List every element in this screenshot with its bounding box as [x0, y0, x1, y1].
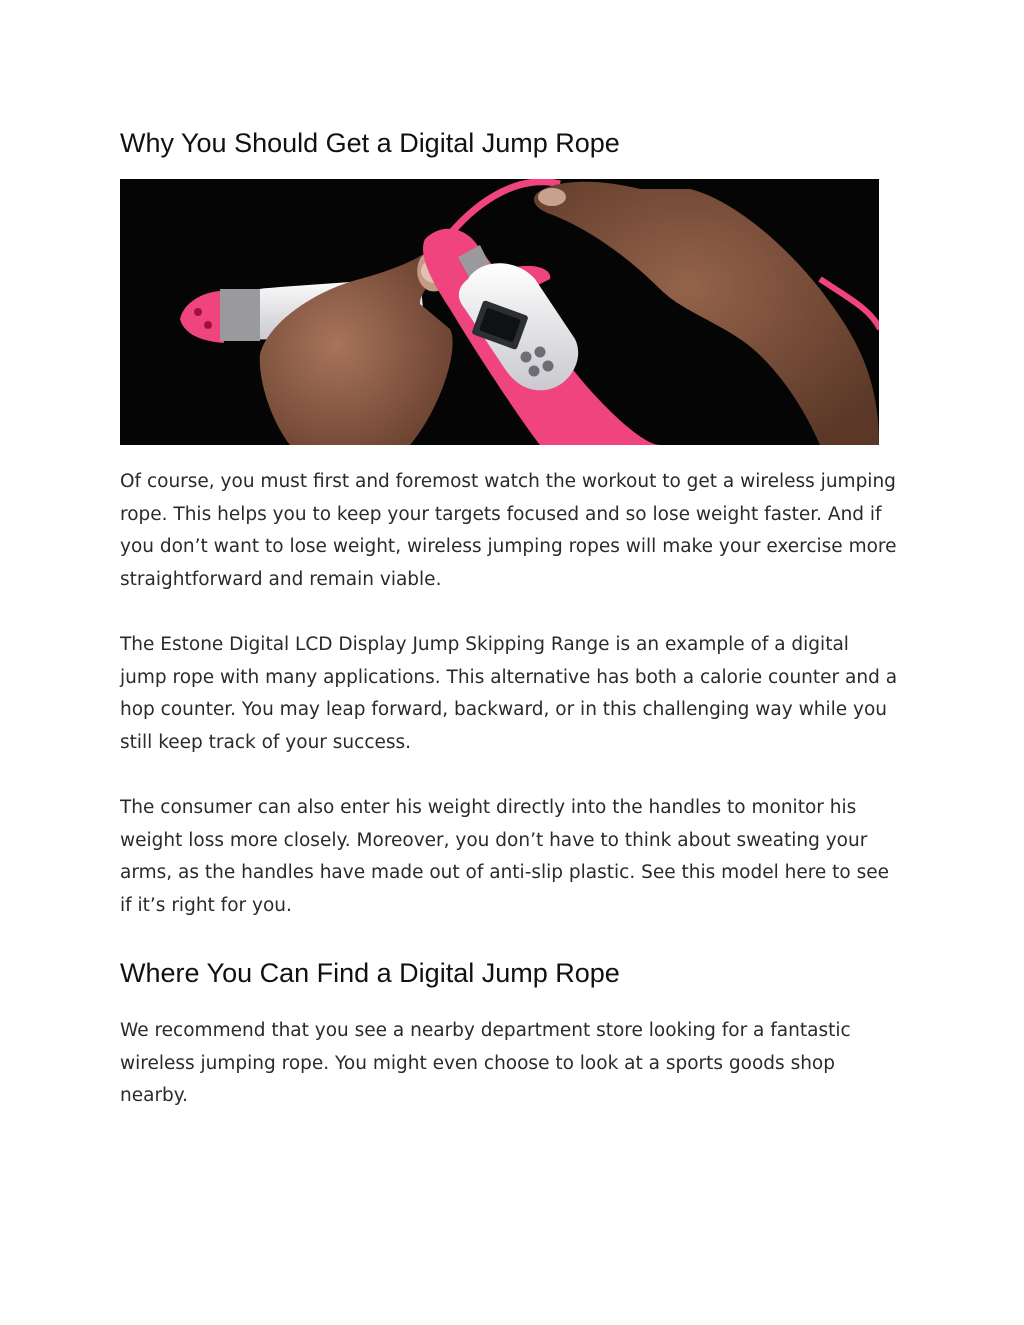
jump-rope-illustration [120, 179, 879, 445]
paragraph: The consumer can also enter his weight directly into the handles to monitor his weight loss more closely. Moreover, you don’t have to think about sweating your arms, as the handles have made out of anti-slip plastic. See this model here to see if it’s right for you. [120, 797, 890, 917]
paragraph: The Estone Digital LCD Display Jump Skipping Range is an example of a digital jump rope with many applications. This alternative has both a calorie counter and a hop counter. You may leap forward, backward, or in this challenging way while you still keep track of your success. [120, 634, 898, 754]
paragraph: Of course, you must first and foremost watch the workout to get a wireless jumping rope. This helps you to keep your targets focused and so lose weight faster. And if you don’t want to lose weight, wireless jumping ropes will make your exercise more straightforward and remain viable. [120, 471, 897, 591]
section-heading-where: Where You Can Find a Digital Jump Rope [120, 958, 620, 988]
jump-rope-photo [120, 179, 879, 445]
paragraph: We recommend that you see a nearby department store looking for a fantastic wireless jumping rope. You might even choose to look at a sports goods shop nearby. [120, 1020, 851, 1107]
section-heading-why: Why You Should Get a Digital Jump Rope [120, 128, 620, 158]
